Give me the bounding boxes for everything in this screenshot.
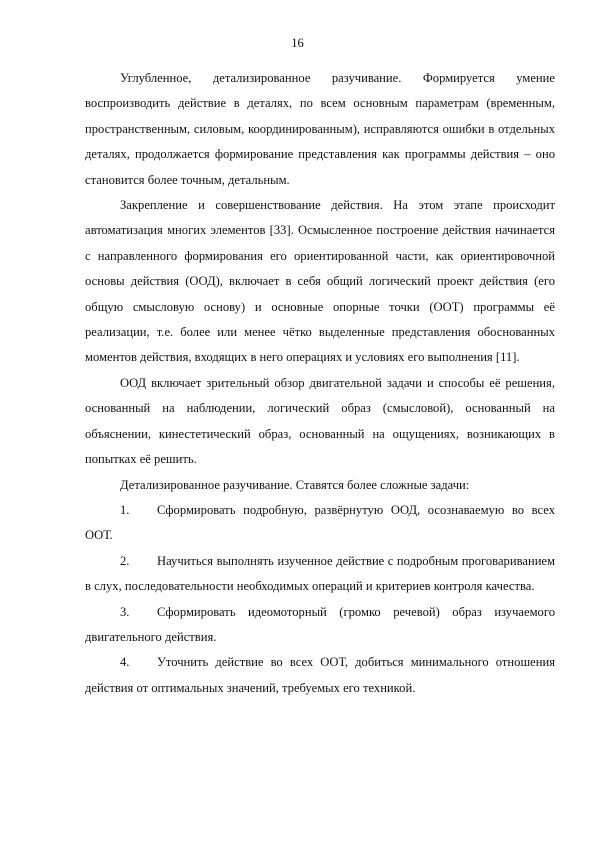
list-item: [85, 650, 555, 701]
list-item-number: 3.: [120, 604, 130, 619]
document-body: [85, 66, 555, 701]
list-item-text: Сформировать подробную, развёрнутую ООД, осознаваемую во всех ООТ.: [85, 502, 555, 543]
paragraph-detailed-learning: Углубленное, детализированное разучивание. Формируется умение воспроизводить действие в деталях, по всем основным параметрам (временным, пространственным, силовым, координированным), исправляются ошибки в отдельных деталях, продолжается формирование представления как программы действия – оно становится более точным, детальным.: [85, 71, 555, 187]
list-item-number: 1.: [120, 502, 130, 517]
list-item: [85, 549, 555, 600]
list-item: [85, 600, 555, 651]
list-item-text: Сформировать идеомоторный (громко речевой) образ изучаемого двигательного действия.: [85, 604, 555, 644]
list-item-text: Уточнить действие во всех ООТ, добиться минимального отношения действия от оптимальных значений, требуемых его техникой.: [85, 655, 555, 695]
paragraph-ood: ООД включает зрительный обзор двигательной задачи и способы её решения, основанный на наблюдении, логический образ (смысловой), основанный на объяснении, кинестетический образ, основанный на ощущениях, возникающих в попытках её решить.: [85, 375, 555, 467]
page-number: 16: [291, 36, 304, 50]
list-item-number: 4.: [120, 655, 130, 670]
list-item-text: Научиться выполнять изученное действие с подробным проговариванием в слух, последовательности необходимых операций и критериев контроля качества.: [85, 553, 555, 594]
paragraph-tasks-intro: Детализированное разучивание. Ставятся более сложные задачи:: [120, 477, 470, 492]
list-item: [85, 498, 555, 549]
list-item-number: 2.: [120, 553, 130, 568]
paragraph-consolidation: Закрепление и совершенствование действия. На этом этапе происходит автоматизация многих элементов [33]. Осмысленное построение действия начинается с направленного формирования его ориентированной части, как ориентировочной основы действия (ООД), включает в себя общий логический проект действия (его общую смысловую основу) и основные опорные точки (ООТ) программы её реализации, т.е. более или менее чётко выделенные представления обоснованных моментов действия, входящих в него операциях и условиях его выполнения [11].: [85, 198, 555, 365]
